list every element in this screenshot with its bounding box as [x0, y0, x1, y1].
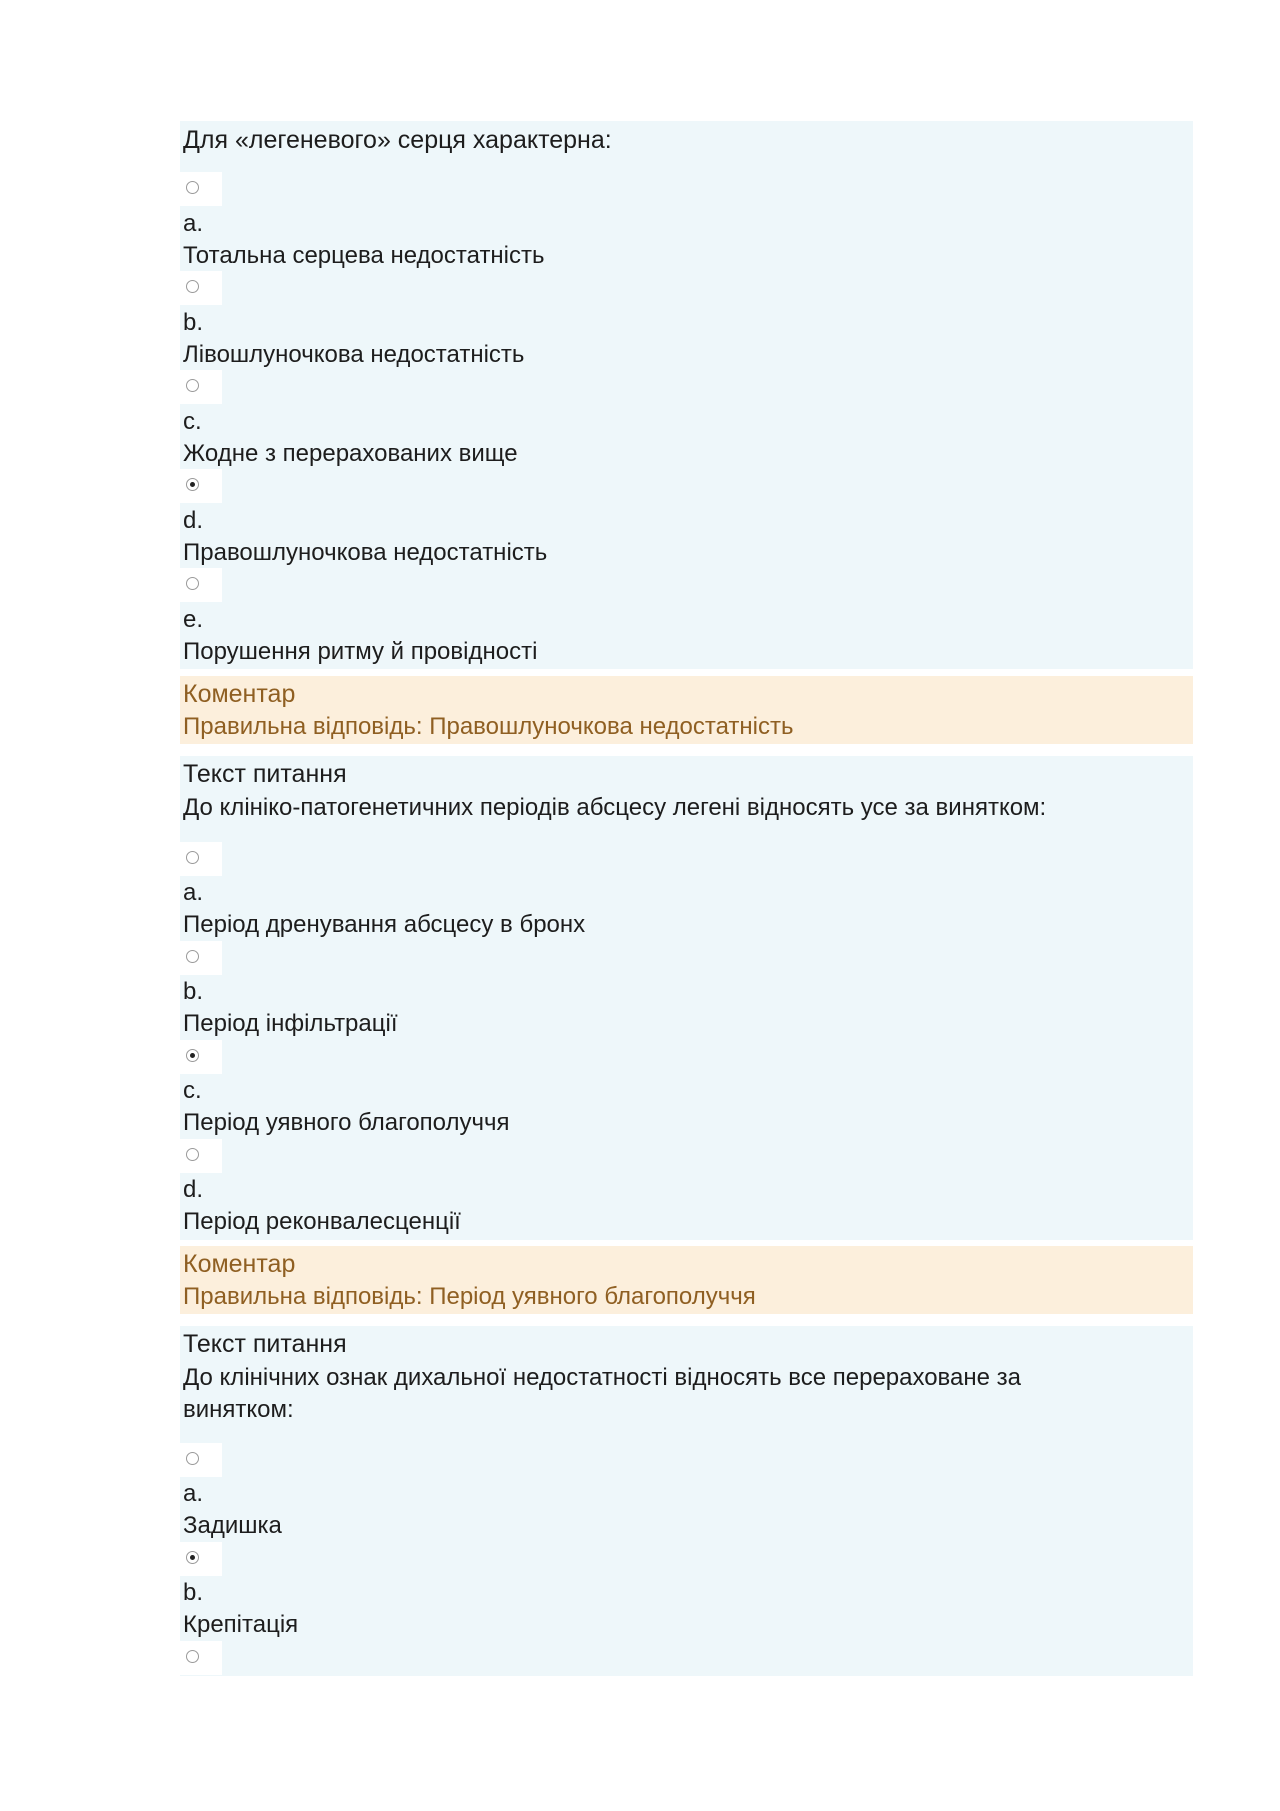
option-b-radio[interactable]	[180, 271, 222, 305]
option-a-radio[interactable]	[180, 842, 222, 876]
option-d-radio[interactable]	[180, 1139, 222, 1173]
option-c-radio[interactable]	[180, 1641, 222, 1675]
option-text: Правошлуночкова недостатність	[183, 539, 548, 566]
question-2	[180, 756, 1193, 1240]
option-a-radio[interactable]	[180, 172, 222, 206]
comment-title: Коментар	[183, 1250, 296, 1278]
option-a-radio[interactable]	[180, 1443, 222, 1477]
option-b-radio[interactable]	[180, 941, 222, 975]
option-letter: b.	[183, 1579, 204, 1606]
comment-text: Правильна відповідь: Період уявного благополуччя	[183, 1283, 756, 1310]
option-letter: d.	[183, 507, 204, 534]
comment-2	[180, 1246, 1193, 1314]
option-e-radio[interactable]	[180, 568, 222, 602]
option-text: Задишка	[183, 1512, 282, 1539]
comment-text: Правильна відповідь: Правошлуночкова недостатність	[183, 713, 794, 740]
option-text: Період дренування абсцесу в бронх	[183, 911, 586, 938]
question-text-line1: До клінічних ознак дихальної недостатності відносять все перераховане за	[183, 1364, 1022, 1391]
option-text: Жодне з перерахованих вище	[183, 440, 518, 467]
question-3	[180, 1326, 1193, 1676]
option-letter: c.	[183, 408, 202, 435]
option-letter: c.	[183, 1077, 202, 1104]
option-text: Крепітація	[183, 1611, 299, 1638]
option-text: Період реконвалесценції	[183, 1208, 461, 1235]
option-c-radio[interactable]	[180, 1040, 222, 1074]
option-text: Порушення ритму й провідності	[183, 638, 538, 665]
question-text-line2: винятком:	[183, 1396, 294, 1423]
option-text: Тотальна серцева недостатність	[183, 242, 545, 269]
option-d-radio[interactable]	[180, 469, 222, 503]
option-letter: a.	[183, 1480, 204, 1507]
question-text: Для «легеневого» серця характерна:	[183, 126, 612, 154]
comment-1	[180, 676, 1193, 744]
option-letter: b.	[183, 309, 204, 336]
question-text: До клініко-патогенетичних періодів абсцесу легені відносять усе за винятком:	[183, 794, 1047, 821]
question-label: Текст питання	[183, 760, 347, 788]
option-letter: a.	[183, 879, 204, 906]
comment-title: Коментар	[183, 680, 296, 708]
option-letter: a.	[183, 210, 204, 237]
option-c-radio[interactable]	[180, 370, 222, 404]
option-text: Період інфільтрації	[183, 1010, 398, 1037]
option-text: Лівошлуночкова недостатність	[183, 341, 525, 368]
option-letter: b.	[183, 978, 204, 1005]
option-letter: e.	[183, 606, 204, 633]
question-label: Текст питання	[183, 1330, 347, 1358]
option-letter: d.	[183, 1176, 204, 1203]
question-1	[180, 121, 1193, 669]
option-text: Період уявного благополуччя	[183, 1109, 510, 1136]
option-b-radio[interactable]	[180, 1542, 222, 1576]
